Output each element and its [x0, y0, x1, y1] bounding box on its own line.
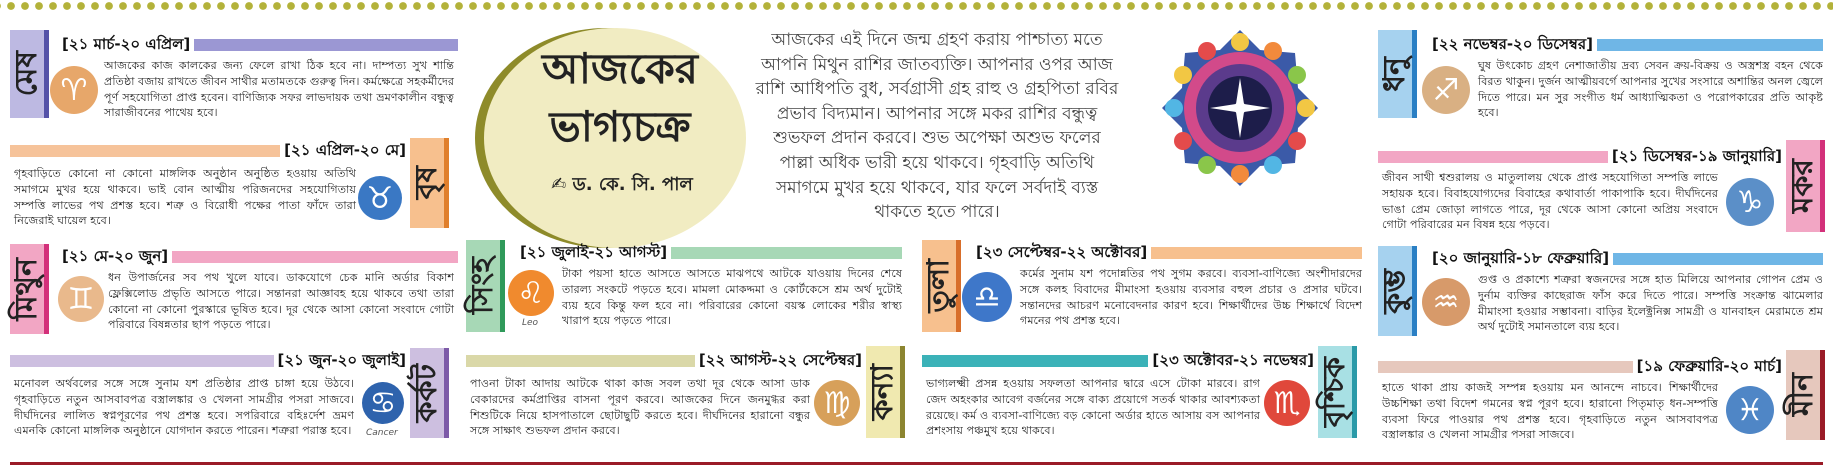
cancer-icon: ♋	[362, 382, 404, 424]
title-line-2: ভাগ্যচক্র	[549, 102, 691, 151]
date-row-meen	[1378, 356, 1786, 378]
dates-meen: [১৯ ফেব্রুয়ারি-২০ মার্চ]	[1636, 356, 1782, 375]
sign-box-mesh: মেষ	[10, 30, 49, 118]
sign-box-brish: বৃষ	[410, 138, 449, 228]
text-mesh: আজকের কাজ কালকের জন্য ফেলে রাখা ঠিক হবে না। দাম্পত্য সুখ শান্তি প্রতিষ্ঠা বজায় রাখতে জীবন সাথীর মতামতকে গুরুত্ব দিন। কর্মক্ষেত্রে সহকর্মীদের পূর্ণ সহযোগিতা প্রাপ্ত হবেন। বাণিজ্যিক সফর লাভদায়ক তথা ভ্রমণকালীন বন্ধুত্ব সারাজীবনের পাথেয় হবে।	[104, 59, 454, 120]
title-line-1: আজকের	[542, 44, 698, 93]
dotted-top-border	[0, 0, 1833, 12]
text-kanya: পাওনা টাকা আদায় আটকে থাকা কাজ সবল তথা দূর থেকে আসা ডাক বেকারদের কর্মপ্রাপ্তির বাসনা পূরণ করবে। আজকের দিনে জনমুগ্ধর করা শিশুটিকে নিয়ে হাসপাতালে ছোটাছুটি করতে হবে। দীর্ঘদিনের হারানো বন্ধুর সঙ্গে সাক্ষাৎ শুভফল প্রদান করবে।	[470, 377, 810, 438]
date-row-singha	[516, 242, 902, 264]
aquarius-icon: ♒	[1422, 278, 1470, 326]
sign-box-meen: মীন	[1786, 350, 1825, 440]
date-row-karkat	[10, 350, 410, 372]
leo-icon: ♌	[508, 270, 554, 316]
text-singha: টাকা পয়সা হাতে আসতে আসতে মাঝপথে আটকে যাওয়ায় দিনের শেষে তারল্য সংকটে পড়তে হবে। মামলা মোকদ্দমা ও কোর্টকেসে শ্রম অর্থ দুটোই ব্যয় হবে কিন্তু ফল হবে না। পরিবারের কোনো বয়স্ক লোকের শরীর স্বাস্থ্য খারাপ হয়ে পড়তে পারে।	[562, 267, 902, 328]
date-row-brish	[10, 140, 410, 162]
sign-box-brishchik: বৃশ্চিক	[1318, 346, 1357, 438]
sign-box-tula: তুলা	[922, 240, 961, 332]
date-row-mesh	[58, 34, 458, 56]
sagittarius-icon: ♐	[1422, 66, 1470, 114]
dates-singha: [২১ জুলাই-২১ আগস্ট]	[520, 242, 668, 261]
leo-caption: Leo	[522, 318, 539, 328]
pisces-icon: ♓	[1726, 386, 1774, 434]
sign-box-kumbha: কুম্ভ	[1378, 246, 1417, 336]
gemini-icon: ♊	[58, 276, 104, 322]
date-row-brishchik	[922, 350, 1318, 372]
dates-kanya: [২২ আগস্ট-২২ সেপ্টেম্বর]	[698, 350, 862, 369]
sign-box-dhanu: ধনু	[1378, 30, 1417, 118]
author-line	[532, 170, 712, 201]
aries-icon: ♈	[50, 66, 98, 114]
text-meen: হাতে থাকা প্রায় কাজই সম্পন্ন হওয়ায় মন আনন্দে নাচবে। শিক্ষার্থীদের উচ্চশিক্ষা তথা বিদেশ গমনের স্বপ্ন পূরণ হবে। হারানো পিতৃমাতৃ ধন-সম্পত্তি ব্যবসা ফিরে পাওয়ার পথ প্রশস্ত হবে। গৃহবাড়িতে নতুন আসবাবপত্র বস্ত্রালঙ্কার ও খেলনা সামগ্রীর পসরা সাজবে।	[1382, 381, 1718, 442]
taurus-icon: ♉	[358, 176, 402, 220]
cancer-caption: Cancer	[366, 428, 398, 438]
sign-box-singha: সিংহ	[466, 240, 505, 332]
text-tula: কর্মের সুনাম যশ পদোন্নতির পথ সুগম করবে। ব্যবসা-বাণিজ্যে অংশীদারদের সঙ্গে কলহ বিবাদের মীমাংসা হওয়ায় ব্যবসার বহুল প্রচার ও প্রসার ঘটবে। সন্তানদের আচরণ মনোবেদনার কারণ হবে। শিক্ষার্থীদের উচ্চ শিক্ষার্থে বিদেশ গমনের পথ প্রশস্ত হবে।	[1020, 267, 1362, 328]
author-name: ড. কে. সি. পাল	[572, 174, 693, 195]
dates-mesh: [২১ মার্চ-২০ এপ্রিল]	[62, 34, 191, 53]
dates-tula: [২৩ সেপ্টেম্বর-২২ অক্টোবর]	[976, 242, 1148, 261]
zodiac-wheel-icon	[1160, 28, 1320, 188]
capricorn-icon: ♑	[1726, 178, 1774, 226]
text-brish: গৃহবাড়িতে কোনো না কোনো মাঙ্গলিক অনুষ্ঠান অনুষ্ঠিত হওয়ায় অতিথি সমাগমে মুখর হয়ে থাকবে। ভাই বোন আত্মীয় পরিজনদের সহযোগিতায় সম্পত্তি লাভের পথ প্রশস্ত হবে। শত্রু ও বিরোধী পক্ষের পাতা ফাঁদে তারা নিজেরাই ঘায়েল হবে।	[14, 167, 356, 228]
text-kumbha: গুপ্ত ও প্রকাশ্যে শত্রুরা স্বজনদের সঙ্গে হাত মিলিয়ে আপনার গোপন প্রেম ও দুর্নাম ব্যক্তির কাছেরাজ ফাঁস করে দিতে পারে। সম্পত্তি সংক্রান্ত ঝামেলার মীমাংসা হওয়ার সম্ভাবনা। বাড়ির ইলেক্ট্রনিক্স সামগ্রী ও যানবাহন মেরামতে শ্রম অর্থ দুটোই সমানতালে ব্যয় হবে।	[1478, 273, 1823, 334]
scorpio-icon: ♏	[1264, 380, 1310, 426]
virgo-icon: ♍	[814, 380, 860, 426]
dates-makar: [২১ ডিসেম্বর-১৯ জানুয়ারি]	[1611, 146, 1782, 165]
date-row-dhanu	[1428, 34, 1823, 56]
date-row-kumbha	[1428, 248, 1823, 270]
libra-icon: ♎	[962, 272, 1012, 322]
dates-kumbha: [২০ জানুয়ারি-১৮ ফেব্রুয়ারি]	[1432, 248, 1610, 267]
page-title	[520, 40, 720, 156]
date-row-mithun	[58, 246, 458, 268]
dates-brish: [২১ এপ্রিল-২০ মে]	[284, 140, 406, 159]
text-brishchik: ভাগ্যলক্ষ্মী প্রসন্ন হওয়ায় সফলতা আপনার দ্বারে এসে টোকা মারবে। রাগ জেদ অহংকার আবেগ বর্জনের সঙ্গে বাক্য প্রয়োগে সতর্ক থাকার আবশ্যকতা রয়েছে। কর্ম ও ব্যবসা-বাণিজ্যে বড় কোনো অর্ডার হাতে আসায় বস আপনার প্রশংসায় পঞ্চমুখ হয়ে থাকবে।	[926, 377, 1260, 438]
pen-icon: ✍	[551, 174, 567, 195]
sign-box-mithun: মিথুন	[10, 244, 49, 334]
date-row-kanya	[466, 350, 866, 372]
text-dhanu: ঘুষ উৎকোচ গ্রহণ নেশাজাতীয় দ্রব্য সেবন ক্রয়-বিক্রয় ও অস্ত্রশস্ত্র বহন থেকে বিরত থাকুন। দুর্জন আত্মীয়বর্গে আপনার সুখের সংসারে অশান্তির অনল জ্বেলে দিতে পারে। মন সুর সংগীত ধর্ম আধ্যাত্মিকতা ও পরোপকারের প্রতি আকৃষ্ট হবে।	[1478, 59, 1823, 120]
sign-box-kanya: কন্যা	[866, 346, 905, 438]
sign-box-karkat: কর্কট	[410, 348, 449, 438]
date-row-tula	[972, 242, 1362, 264]
dates-karkat: [২১ জুন-২০ জুলাই]	[277, 350, 406, 369]
date-row-makar	[1378, 146, 1786, 168]
text-karkat: মনোবল অর্থবলের সঙ্গে সঙ্গে সুনাম যশ প্রতিষ্ঠার প্রাপ্ত চাঙ্গা হয়ে উঠবে। গৃহবাড়িতে নতুন আসবাবপত্র বস্ত্রালঙ্কার ও খেলনা সামগ্রীর পসরা সাজবে। দীর্ঘদিনের লালিত স্বপ্নপূরণের পথ প্রশস্ত হবে। সপরিবারে বহিঃর্দেশ ভ্রমণ এমনকি কোনো মাঙ্গলিক অনুষ্ঠানে যোগদান করতে পারেন। শত্রুরা পরাস্ত হবে।	[14, 377, 354, 438]
text-mithun: ধন উপার্জনের সব পথ খুলে যাবে। ডাকযোগে চেক মানি অর্ডার বিকাশ ফ্লেক্সিলোড প্রভৃতি আসতে পারে। সন্তানরা আজ্ঞাবহ হয়ে থাকবে তথা তারা কোনো না কোনো পুরস্কারে ভূষিত হবে। দূর থেকে আসা কোনো সংবাদে গোটা পরিবারে বিষন্নতার ছাপ পড়তে পারে।	[108, 271, 454, 332]
intro-text: আজকের এই দিনে জন্ম গ্রহণ করায় পাশ্চাত্য মতে আপনি মিথুন রাশির জাতব্যক্তি। আপনার ওপর আজ রাশি আধিপতি বুধ, সর্বগ্রাসী গ্রহ রাহু ও গ্রহপিতা রবির প্রভাব বিদ্যমান। আপনার সঙ্গে মকর রাশির বন্ধুত্ব শুভফল প্রদান করবে। শুভ অপেক্ষা অশুভ ফলের পাল্লা অধিক ভারী হয়ে থাকবে। গৃহবাড়ি অতিথি সমাগমে মুখর হয়ে থাকবে, যার ফলে সর্বদাই ব্যস্ত থাকতে হতে পারে।	[755, 30, 1119, 223]
sign-box-makar: মকর	[1786, 140, 1825, 232]
dates-dhanu: [২২ নভেম্বর-২০ ডিসেম্বর]	[1432, 34, 1593, 53]
dates-brishchik: [২৩ অক্টোবর-২১ নভেম্বর]	[1152, 350, 1314, 369]
dates-mithun: [২১ মে-২০ জুন]	[62, 246, 169, 265]
text-makar: জীবন সাথী শ্বশুরালয় ও মাতুলালয় থেকে প্রাপ্ত সহযোগিতা সম্পত্তি লাভে সহায়ক হবে। বিবাহযোগ্যদের বিবাহের কথাবার্তা পাকাপাকি হবে। দীর্ঘদিনের ভাঙা প্রেম জোড়া লাগতে পারে, দূর থেকে আসা কোনো অপ্রিয় সংবাদে গোটা পরিবারের মন বিষন্ন হয়ে পড়বে।	[1382, 171, 1718, 232]
bottom-rule	[10, 462, 1823, 465]
